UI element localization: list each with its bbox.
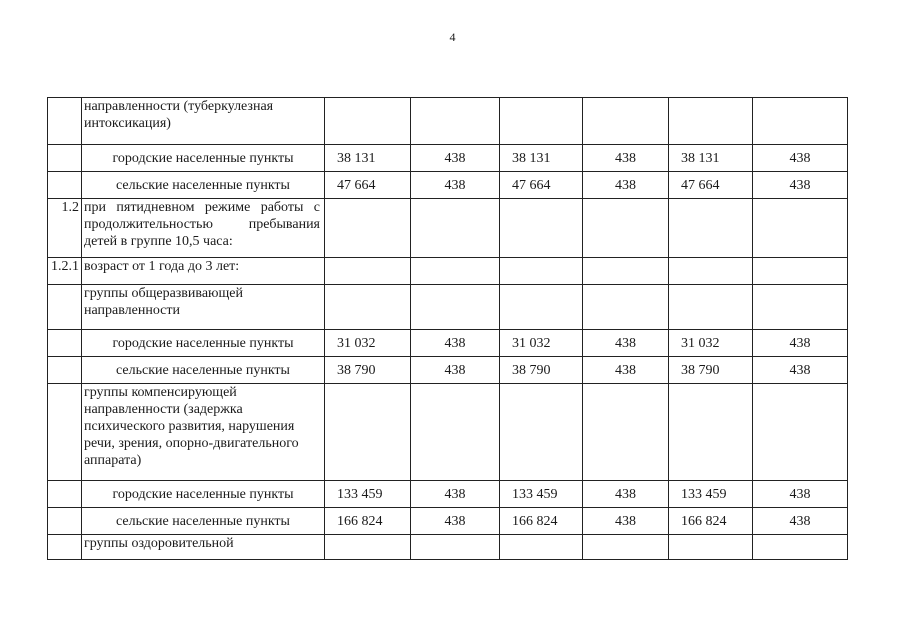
- table-row: [48, 357, 848, 384]
- value-cell: 47 664: [669, 172, 753, 199]
- value-cell: [669, 384, 753, 481]
- value-cell: 38 790: [669, 357, 753, 384]
- table-body: [48, 98, 848, 560]
- value-cell: 438: [753, 481, 848, 508]
- value-cell: [411, 535, 500, 560]
- value-cell: 438: [583, 145, 669, 172]
- value-cell: [669, 98, 753, 145]
- row-number-cell: 1.2.1: [48, 258, 82, 285]
- value-cell: 166 824: [500, 508, 583, 535]
- value-cell: 438: [753, 357, 848, 384]
- value-cell: [583, 199, 669, 258]
- table-row: [48, 98, 848, 145]
- table-row: [48, 145, 848, 172]
- value-cell: [583, 98, 669, 145]
- value-cell: 438: [411, 330, 500, 357]
- value-cell: [500, 98, 583, 145]
- row-description-cell: городские населенные пункты: [82, 481, 325, 508]
- value-cell: 166 824: [325, 508, 411, 535]
- table-row: [48, 508, 848, 535]
- row-number-cell: [48, 508, 82, 535]
- table-row: [48, 285, 848, 330]
- value-cell: [500, 285, 583, 330]
- row-description-cell: группы общеразвивающей направленности: [82, 285, 325, 330]
- value-cell: 133 459: [669, 481, 753, 508]
- value-cell: 438: [411, 508, 500, 535]
- table-row: [48, 330, 848, 357]
- row-description-cell: городские населенные пункты: [82, 145, 325, 172]
- value-cell: 438: [411, 145, 500, 172]
- row-description-cell: возраст от 1 года до 3 лет:: [82, 258, 325, 285]
- value-cell: [583, 535, 669, 560]
- page-number: 4: [449, 30, 456, 44]
- value-cell: [753, 384, 848, 481]
- value-cell: [583, 384, 669, 481]
- row-description-cell: сельские населенные пункты: [82, 172, 325, 199]
- table-row: [48, 172, 848, 199]
- value-cell: [669, 285, 753, 330]
- row-number-cell: [48, 357, 82, 384]
- row-number-cell: [48, 98, 82, 145]
- value-cell: 38 131: [325, 145, 411, 172]
- value-cell: [325, 535, 411, 560]
- value-cell: 438: [583, 172, 669, 199]
- value-cell: [325, 258, 411, 285]
- value-cell: 38 131: [500, 145, 583, 172]
- value-cell: 438: [753, 172, 848, 199]
- value-cell: [325, 199, 411, 258]
- value-cell: [669, 535, 753, 560]
- value-cell: [500, 384, 583, 481]
- value-cell: 438: [411, 172, 500, 199]
- row-description-cell: группы оздоровительной: [82, 535, 325, 560]
- row-number-cell: [48, 384, 82, 481]
- tariff-table: [47, 97, 848, 560]
- value-cell: 438: [411, 357, 500, 384]
- value-cell: 438: [583, 508, 669, 535]
- value-cell: 438: [411, 481, 500, 508]
- value-cell: [411, 258, 500, 285]
- row-number-cell: [48, 145, 82, 172]
- row-number-cell: [48, 172, 82, 199]
- value-cell: 31 032: [500, 330, 583, 357]
- value-cell: [669, 199, 753, 258]
- value-cell: 438: [583, 481, 669, 508]
- row-number-cell: [48, 285, 82, 330]
- row-description-cell: направленности (туберкулезная интоксикация): [82, 98, 325, 145]
- value-cell: 47 664: [500, 172, 583, 199]
- row-description-cell: группы компенсирующей направленности (задержка психического развития, нарушения речи, зрения, опорно-двигательного аппарата): [82, 384, 325, 481]
- value-cell: [411, 285, 500, 330]
- value-cell: [583, 285, 669, 330]
- value-cell: [325, 285, 411, 330]
- value-cell: 166 824: [669, 508, 753, 535]
- value-cell: 133 459: [500, 481, 583, 508]
- value-cell: 31 032: [325, 330, 411, 357]
- row-number-cell: [48, 481, 82, 508]
- value-cell: [753, 199, 848, 258]
- value-cell: 31 032: [669, 330, 753, 357]
- value-cell: 133 459: [325, 481, 411, 508]
- value-cell: [753, 285, 848, 330]
- value-cell: 38 790: [325, 357, 411, 384]
- row-number-cell: 1.2: [48, 199, 82, 258]
- value-cell: [325, 98, 411, 145]
- value-cell: [753, 258, 848, 285]
- value-cell: [753, 535, 848, 560]
- table-row: [48, 199, 848, 258]
- row-description-cell: сельские населенные пункты: [82, 357, 325, 384]
- value-cell: 38 790: [500, 357, 583, 384]
- value-cell: [753, 98, 848, 145]
- value-cell: 438: [753, 145, 848, 172]
- value-cell: 438: [753, 508, 848, 535]
- table-row: [48, 481, 848, 508]
- table-row: [48, 535, 848, 560]
- value-cell: [411, 384, 500, 481]
- value-cell: [500, 258, 583, 285]
- value-cell: 38 131: [669, 145, 753, 172]
- row-number-cell: [48, 535, 82, 560]
- row-description-cell: городские населенные пункты: [82, 330, 325, 357]
- value-cell: [325, 384, 411, 481]
- value-cell: [669, 258, 753, 285]
- value-cell: [500, 535, 583, 560]
- value-cell: 47 664: [325, 172, 411, 199]
- row-description-cell: при пятидневном режиме работы с продолжительностью пребывания детей в группе 10,5 часа:: [82, 199, 325, 258]
- value-cell: 438: [583, 357, 669, 384]
- value-cell: [411, 199, 500, 258]
- row-description-cell: сельские населенные пункты: [82, 508, 325, 535]
- value-cell: 438: [583, 330, 669, 357]
- value-cell: [500, 199, 583, 258]
- value-cell: 438: [753, 330, 848, 357]
- table-row: [48, 258, 848, 285]
- row-number-cell: [48, 330, 82, 357]
- table-row: [48, 384, 848, 481]
- value-cell: [411, 98, 500, 145]
- value-cell: [583, 258, 669, 285]
